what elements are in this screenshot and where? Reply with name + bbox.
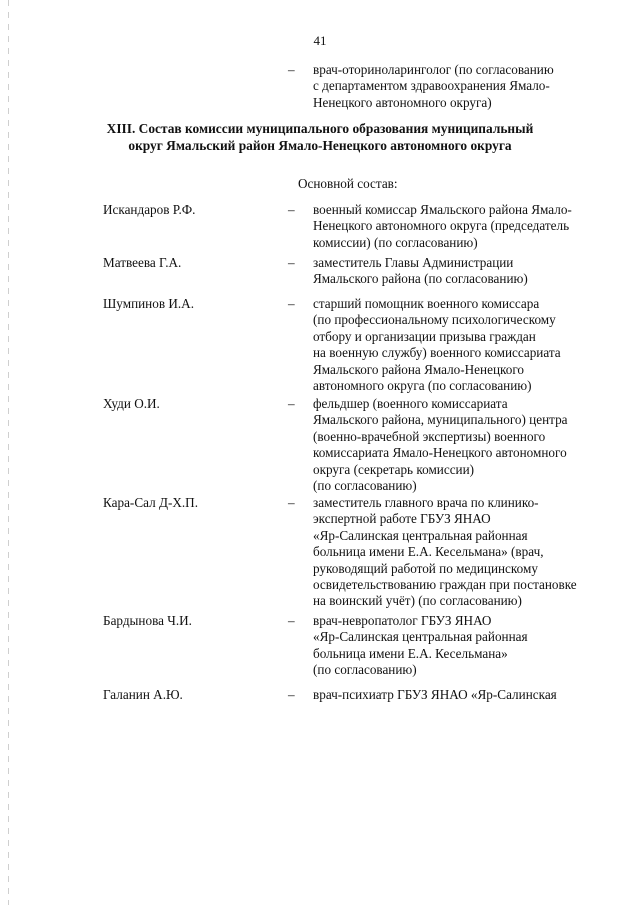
member-role-line: фельдшер (военного комиссариата — [313, 396, 508, 411]
member-role — [313, 255, 603, 288]
member-role — [313, 396, 603, 494]
member-role — [313, 296, 603, 394]
member-role-line: «Яр-Салинская центральная районная — [313, 527, 528, 543]
page-number: 41 — [313, 33, 327, 48]
top-entry-line: врач-оториноларинголог (по согласованию — [313, 62, 554, 77]
member-role-line: Ненецкого автономного округа (председатель — [313, 218, 570, 234]
member-role-line: больница имени Е.А. Кесельмана» (врач, — [313, 544, 544, 560]
member-role-line: автономного округа (по согласованию) — [313, 378, 532, 394]
member-role-line: Ямальского района (по согласованию) — [313, 271, 528, 287]
member-role-line: старший помощник военного комиссара — [313, 296, 540, 311]
member-name: Кара-Сал Д-Х.П. — [103, 495, 198, 510]
member-dash: – — [288, 255, 295, 270]
member-role-line: экспертной работе ГБУЗ ЯНАО — [313, 511, 491, 527]
member-name: Матвеева Г.А. — [103, 255, 182, 270]
top-entry-line: Ненецкого автономного округа) — [313, 94, 492, 110]
top-entry-line: с департаментом здравоохранения Ямало- — [313, 78, 550, 94]
member-role — [313, 495, 603, 610]
member-role-line: врач-невропатолог ГБУЗ ЯНАО — [313, 613, 492, 628]
member-role-line: Ямальского района Ямало-Ненецкого — [313, 361, 525, 377]
member-role-line: Ямальского района, муниципального) центра — [313, 412, 568, 428]
member-name: Худи О.И. — [103, 396, 160, 411]
subheading-main-composition: Основной состав: — [298, 176, 398, 191]
member-role-line: (по согласованию) — [313, 478, 417, 494]
member-role-line: на воинский учёт) (по согласованию) — [313, 593, 522, 609]
member-role-line: освидетельствованию граждан при постановке — [313, 577, 577, 593]
member-name: Искандаров Р.Ф. — [103, 202, 196, 217]
top-entry-dash: – — [288, 62, 295, 77]
member-role-line: заместитель Главы Администрации — [313, 255, 514, 270]
member-dash: – — [288, 613, 295, 628]
member-role — [313, 687, 603, 703]
member-name: Галанин А.Ю. — [103, 687, 183, 702]
member-role-line: военный комиссар Ямальского района Ямало- — [313, 202, 572, 217]
member-role — [313, 202, 603, 251]
member-role-line: (военно-врачебной экспертизы) военного — [313, 428, 546, 444]
member-role-line: «Яр-Салинская центральная районная — [313, 629, 528, 645]
member-role — [313, 613, 603, 679]
member-dash: – — [288, 495, 295, 510]
member-name: Шумпинов И.А. — [103, 296, 194, 311]
member-role-line: заместитель главного врача по клинико- — [313, 495, 539, 510]
section-heading — [0, 120, 640, 154]
member-role-line: комиссариата Ямало-Ненецкого автономного — [313, 445, 567, 461]
member-dash: – — [288, 687, 295, 702]
member-name: Бардынова Ч.И. — [103, 613, 192, 628]
top-entry-text — [313, 62, 603, 111]
member-role-line: округа (секретарь комиссии) — [313, 461, 475, 477]
member-dash: – — [288, 202, 295, 217]
member-role-line: отбору и организации призыва граждан — [313, 328, 536, 344]
member-role-line: комиссии) (по согласованию) — [313, 234, 478, 250]
member-role-line: (по согласованию) — [313, 662, 417, 678]
member-role-line: врач-психиатр ГБУЗ ЯНАО «Яр-Салинская — [313, 687, 557, 702]
member-role-line: на военную службу) военного комиссариата — [313, 345, 561, 361]
member-role-line: (по профессиональному психологическому — [313, 312, 556, 328]
member-role-line: руководящий работой по медицинскому — [313, 560, 538, 576]
section-heading-line: округ Ямальский район Ямало-Ненецкого автономного округа — [128, 138, 512, 153]
member-dash: – — [288, 396, 295, 411]
section-heading-line: XIII. Состав комиссии муниципального образования муниципальный — [106, 121, 534, 136]
member-dash: – — [288, 296, 295, 311]
member-role-line: больница имени Е.А. Кесельмана» — [313, 645, 508, 661]
